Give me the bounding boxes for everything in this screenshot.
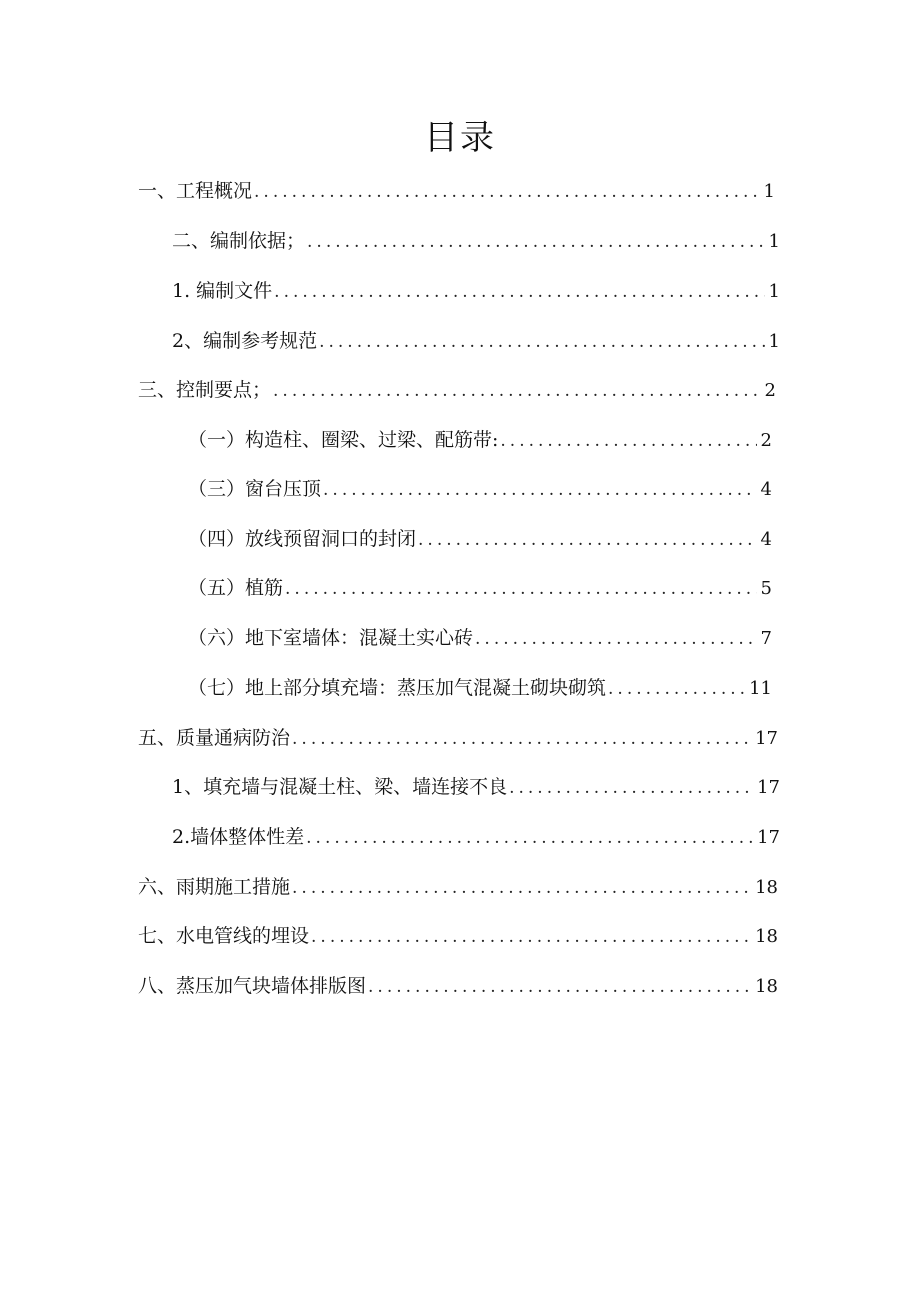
toc-entry-text: 七、水电管线的埋设 xyxy=(138,925,310,947)
toc-entry-text: 2、编制参考规范 xyxy=(172,330,318,352)
toc-entry[interactable] xyxy=(138,971,778,1001)
toc-leader-dots xyxy=(319,327,764,357)
toc-leader-dots xyxy=(500,426,756,456)
toc-entry-page: 17 xyxy=(757,827,780,848)
toc-leader-dots xyxy=(254,177,760,207)
toc-entry[interactable] xyxy=(138,723,778,753)
toc-entry[interactable] xyxy=(138,375,776,405)
toc-entry-page: 18 xyxy=(755,926,778,947)
toc-entry-page: 18 xyxy=(755,976,778,997)
toc-entry-text: 五、质量通病防治 xyxy=(138,727,291,749)
toc-leader-dots xyxy=(306,823,753,853)
toc-leader-dots xyxy=(323,475,757,505)
toc-entry-text: （五）植筋 xyxy=(188,577,284,599)
toc-leader-dots xyxy=(368,972,751,1002)
toc-entry-page: 7 xyxy=(760,628,772,649)
toc-entry-text: 1. 编制文件 xyxy=(172,280,273,302)
toc-entry-page: 18 xyxy=(755,877,778,898)
toc-entry[interactable] xyxy=(188,425,772,455)
toc-entry-page: 5 xyxy=(760,578,772,599)
toc-entry-text: （四）放线预留洞口的封闭 xyxy=(188,528,417,550)
toc-entry-page: 1 xyxy=(763,181,775,202)
toc-entry-text: 三、控制要点； xyxy=(138,379,272,401)
toc-entry-page: 17 xyxy=(755,728,778,749)
toc-leader-dots xyxy=(273,376,761,406)
toc-entry-text: 二、编制依据； xyxy=(172,230,306,252)
toc-entry[interactable] xyxy=(188,573,772,603)
toc-leader-dots xyxy=(307,227,765,257)
toc-entry-text: 一、工程概况 xyxy=(138,180,253,202)
toc-title: 目录 xyxy=(424,118,496,158)
toc-entry-text: （六）地下室墙体：混凝土实心砖 xyxy=(188,627,474,649)
toc-entry[interactable] xyxy=(172,276,780,306)
toc-leader-dots xyxy=(608,674,745,704)
toc-entry[interactable] xyxy=(172,772,780,802)
toc-entry-page: 4 xyxy=(760,479,772,500)
toc-entry[interactable] xyxy=(188,524,772,554)
toc-leader-dots xyxy=(311,922,751,952)
toc-entry[interactable] xyxy=(138,176,775,206)
toc-leader-dots xyxy=(475,624,757,654)
toc-entry[interactable] xyxy=(138,872,778,902)
toc-entry-page: 1 xyxy=(768,231,780,252)
toc-entry-page: 1 xyxy=(768,331,780,352)
toc-leader-dots xyxy=(274,277,764,307)
toc-entry[interactable] xyxy=(138,921,778,951)
toc-entry-page: 1 xyxy=(768,281,780,302)
toc-entry-text: （三）窗台压顶 xyxy=(188,478,322,500)
toc-entry-page: 11 xyxy=(749,678,772,699)
toc-entry[interactable] xyxy=(172,822,780,852)
toc-entry[interactable] xyxy=(188,623,772,653)
toc-entry[interactable] xyxy=(172,326,780,356)
toc-entry[interactable] xyxy=(188,474,772,504)
toc-entry-text: 1、填充墙与混凝土柱、梁、墙连接不良 xyxy=(172,776,508,798)
toc-entry-text: （一）构造柱、圈梁、过梁、配筋带: xyxy=(188,429,499,451)
toc-entry-text: （七）地上部分填充墙：蒸压加气混凝土砌块砌筑 xyxy=(188,677,607,699)
toc-leader-dots xyxy=(509,773,753,803)
toc-leader-dots xyxy=(292,724,751,754)
toc-entry-page: 2 xyxy=(764,380,776,401)
toc-leader-dots xyxy=(285,574,757,604)
toc-entry-text: 六、雨期施工措施 xyxy=(138,876,291,898)
toc-entry-page: 4 xyxy=(760,529,772,550)
toc-entry-text: 2.墙体整体性差 xyxy=(172,826,305,848)
toc-entry[interactable] xyxy=(172,226,780,256)
toc-entry-text: 八、蒸压加气块墙体排版图 xyxy=(138,975,367,997)
toc-entry[interactable] xyxy=(188,673,772,703)
toc-entry-page: 2 xyxy=(760,430,772,451)
toc-leader-dots xyxy=(418,525,757,555)
toc-entry-page: 17 xyxy=(757,777,780,798)
toc-leader-dots xyxy=(292,873,751,903)
